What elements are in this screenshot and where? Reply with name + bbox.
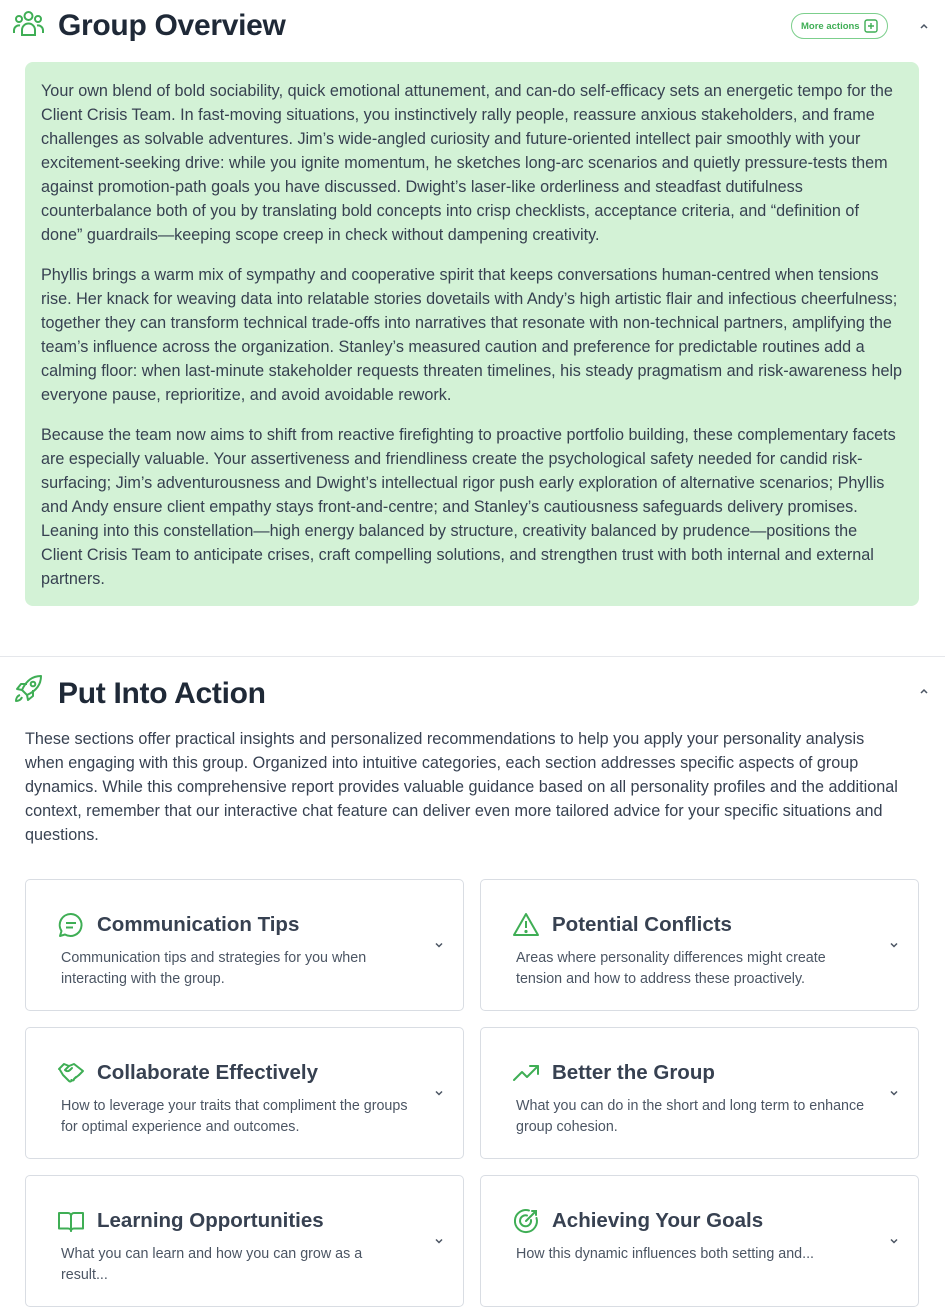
card-title: Potential Conflicts bbox=[552, 913, 732, 936]
warning-triangle-icon bbox=[512, 911, 540, 939]
chat-bubble-icon bbox=[57, 911, 85, 939]
card-description: How to leverage your traits that compliment the groups for optimal experience and outcomes. bbox=[61, 1098, 408, 1135]
card-communication-tips[interactable] bbox=[25, 879, 464, 1011]
put-into-action-collapse-button[interactable] bbox=[915, 682, 933, 700]
open-book-icon bbox=[57, 1207, 85, 1235]
card-learning-opportunities[interactable] bbox=[25, 1175, 464, 1307]
trending-up-icon bbox=[512, 1059, 540, 1087]
chevron-up-icon bbox=[918, 685, 930, 697]
card-title: Communication Tips bbox=[97, 913, 300, 936]
group-overview-title: Group Overview bbox=[58, 9, 286, 42]
card-description: How this dynamic influences both setting and... bbox=[516, 1246, 815, 1262]
overview-paragraph: Your own blend of bold sociability, quick emotional attunement, and can-do self-efficacy sets an energetic tempo for the Client Crisis Team. In fast-moving situations, you instinctively rally people, reassure anxious stakeholders, and frame challenges as solvable adventures. Jim’s wide-angled curiosity and future-oriented intellect pair smoothly with your excitement-seeking drive: while you ignite momentum, he sketches long-arc scenarios and quietly pressure-tests them against promotion-path goals you have discussed. Dwight’s laser-like orderliness and steadfast dutifulness counterbalance both of you by translating bold concepts into crisp checklists, acceptance criteria, and “definition of done” guardrails—keeping scope creep in check without dampening creativity. bbox=[41, 82, 893, 244]
group-overview-header bbox=[0, 0, 945, 52]
chevron-down-icon bbox=[887, 1086, 901, 1100]
rocket-icon bbox=[12, 672, 45, 705]
card-collaborate-effectively[interactable] bbox=[25, 1027, 464, 1159]
handshake-icon bbox=[57, 1059, 85, 1087]
card-potential-conflicts[interactable] bbox=[480, 879, 919, 1011]
card-better-the-group[interactable] bbox=[480, 1027, 919, 1159]
more-actions-label: More actions bbox=[801, 20, 860, 32]
card-description: Areas where personality differences might create tension and how to address these proactively. bbox=[516, 950, 826, 987]
card-title: Learning Opportunities bbox=[97, 1209, 324, 1232]
card-title: Collaborate Effectively bbox=[97, 1061, 319, 1084]
chevron-down-icon bbox=[887, 1234, 901, 1248]
people-group-icon bbox=[12, 8, 45, 41]
more-actions-button[interactable] bbox=[791, 13, 888, 39]
group-overview-summary bbox=[25, 62, 919, 606]
chevron-down-icon bbox=[432, 938, 446, 952]
card-description: What you can learn and how you can grow as a result... bbox=[61, 1246, 363, 1283]
section-divider bbox=[0, 656, 945, 657]
overview-paragraph: Phyllis brings a warm mix of sympathy and cooperative spirit that keeps conversations human-centred when tensions rise. Her knack for weaving data into relatable stories dovetails with Andy’s high artistic flair and infectious cheerfulness; together they can transform technical trade-offs into narratives that resonate with non-technical partners, amplifying the team’s influence across the organization. Stanley’s measured caution and preference for predictable routines add a calming floor: when last-minute stakeholder requests threaten timelines, his steady pragmatism and risk-awareness help everyone pause, reprioritize, and avoid avoidable rework. bbox=[41, 266, 903, 404]
card-description: What you can do in the short and long term to enhance group cohesion. bbox=[516, 1098, 865, 1135]
target-arrow-icon bbox=[512, 1207, 540, 1235]
group-overview-collapse-button[interactable] bbox=[915, 17, 933, 35]
card-achieving-your-goals[interactable] bbox=[480, 1175, 919, 1307]
plus-square-icon bbox=[864, 19, 878, 33]
card-title: Achieving Your Goals bbox=[552, 1209, 764, 1232]
card-description: Communication tips and strategies for you when interacting with the group. bbox=[61, 950, 367, 987]
put-into-action-title: Put Into Action bbox=[58, 677, 266, 710]
put-into-action-intro: These sections offer practical insights and personalized recommendations to help you apply your personality analysis when engaging with this group. Organized into intuitive categories, each section addresses specific aspects of group dynamics. While this comprehensive report provides valuable guidance based on all personality profiles and the additional context, remember that our interactive chat feature can deliver even more tailored advice for your specific situations and questions. bbox=[25, 730, 898, 844]
card-title: Better the Group bbox=[552, 1061, 715, 1084]
chevron-up-icon bbox=[918, 20, 930, 32]
chevron-down-icon bbox=[887, 938, 901, 952]
chevron-down-icon bbox=[432, 1234, 446, 1248]
put-into-action-header bbox=[0, 668, 945, 720]
overview-paragraph: Because the team now aims to shift from reactive firefighting to proactive portfolio building, these complementary facets are especially valuable. Your assertiveness and friendliness create the psychological safety needed for candid risk-surfacing; Jim’s adventurousness and Dwight’s intellectual rigor push early exploration of alternative scenarios; Phyllis and Andy ensure client empathy stays front-and-centre; and Stanley’s cautiousness safeguards delivery promises. Leaning into this constellation—high energy balanced by structure, creativity balanced by prudence—positions the Client Crisis Team to anticipate crises, craft compelling solutions, and strengthen trust with both internal and external partners. bbox=[41, 426, 896, 588]
chevron-down-icon bbox=[432, 1086, 446, 1100]
